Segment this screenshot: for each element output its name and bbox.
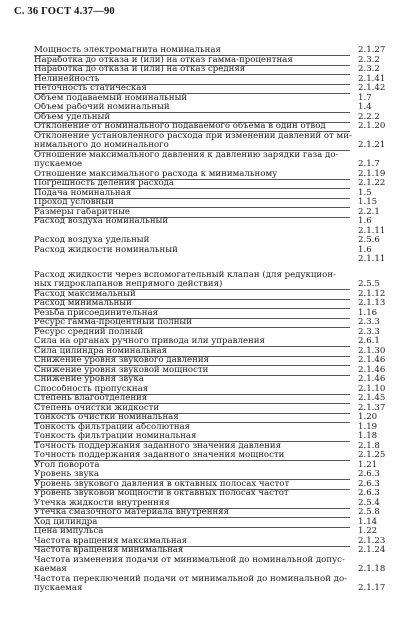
term-text: Резьба присоединительная xyxy=(34,308,159,318)
clause-number: 2.1.37 xyxy=(358,402,386,413)
term-text: Объем подаваемый номинальный xyxy=(34,93,188,103)
clause-number: 2.3.3 xyxy=(358,326,380,337)
clause-number: 2.6.1 xyxy=(358,336,380,346)
term-text: Погрешность деления расхода xyxy=(34,179,175,188)
term-text-continuation: каемая xyxy=(34,565,67,574)
term-text: Способность пропускная xyxy=(34,384,149,394)
term-text: Угол поворота xyxy=(34,460,100,470)
term-text: Расход воздуха номинальный xyxy=(34,217,169,226)
term-text: Подача номинальная xyxy=(34,188,132,198)
term-text: Неточность статическая xyxy=(34,84,147,93)
clause-number: 2.1.45 xyxy=(358,393,386,403)
page-header: С. 36 ГОСТ 4.37—90 xyxy=(14,6,115,17)
clause-number: 2.1.24 xyxy=(358,545,386,555)
clause-number: 2.1.27 xyxy=(358,45,386,55)
term-text: Ход цилиндра xyxy=(34,517,98,527)
term-text: Объем рабочий номинальный xyxy=(34,103,170,112)
term-text: Расход минимальный xyxy=(34,299,132,308)
term-text: Цена импульса xyxy=(34,527,104,536)
clause-number: 2.1.25 xyxy=(358,450,386,460)
term-text: Наработка до отказа и (или) на отказ средняя xyxy=(34,65,246,74)
clause-number: 2.5.6 xyxy=(358,235,380,245)
clause-number: 2.1.30 xyxy=(358,345,386,356)
clause-number: 1.16 xyxy=(358,307,378,318)
clause-number: 1.4 xyxy=(358,102,372,112)
clause-number: 2.1.17 xyxy=(358,583,386,593)
term-text: Расход жидкости номинальный xyxy=(34,245,178,255)
term-text: Наработка до отказа и (или) на отказ гамма-процентная xyxy=(34,55,293,65)
term-text: Снижение уровня звука xyxy=(34,375,144,384)
term-text: Тонкость фильтрации номинальная xyxy=(34,432,197,441)
clause-number: 2.1.21 xyxy=(358,140,386,150)
clause-number: 2.1.46 xyxy=(358,364,386,375)
clause-number: 2.2.2 xyxy=(358,111,380,122)
term-text: Степень влагоотделения xyxy=(34,394,148,403)
term-text: Сила цилиндра номинальная xyxy=(34,346,168,356)
clause-number: 1.6 xyxy=(358,216,372,226)
clause-number: 2.3.2 xyxy=(358,54,380,65)
term-text: Расход максимальный xyxy=(34,289,136,299)
clause-number: 2.1.13 xyxy=(358,298,386,308)
clause-number: 2.3.3 xyxy=(358,317,380,327)
clause-number: 1.21 xyxy=(358,459,378,470)
clause-number: 1.6 xyxy=(358,244,372,255)
clause-number-secondary: 2.1.11 xyxy=(358,254,386,264)
clause-number: 2.1.46 xyxy=(358,355,386,365)
term-text: Степень очистки жидкости xyxy=(34,403,160,413)
clause-number: 2.1.22 xyxy=(358,178,386,188)
clause-number: 2.3.2 xyxy=(358,64,380,74)
clause-number: 2.1.41 xyxy=(358,73,386,84)
term-text: Снижение уровня звуковой мощности xyxy=(34,365,209,375)
clause-number: 2.1.20 xyxy=(358,121,386,131)
clause-number: 1.19 xyxy=(358,421,378,432)
clause-number-secondary: 2.1.11 xyxy=(358,225,386,236)
term-text: Объем удельный xyxy=(34,112,111,122)
clause-number: 2.1.12 xyxy=(358,288,386,299)
term-text: Проход условный xyxy=(34,198,114,207)
clause-number: 1.20 xyxy=(358,412,378,422)
term-text: Ресурс гамма-процентный полный xyxy=(34,318,192,327)
term-text: Снижение уровня звукового давления xyxy=(34,356,209,365)
term-text: Отношение максимального давления к давлению зарядки газа до- xyxy=(34,150,339,160)
term-text: Частота вращения минимальная xyxy=(34,546,184,555)
term-text: Размеры габаритные xyxy=(34,207,130,217)
term-text: Тонкость фильтрации абсолютная xyxy=(34,422,191,432)
term-text-continuation: пускаемое xyxy=(34,160,83,169)
term-text: Отклонение от номинального подаваемого объема в один отвод xyxy=(34,122,326,131)
term-text: Нелинейность xyxy=(34,74,100,84)
clause-number: 1.18 xyxy=(358,431,378,441)
clause-number: 2.5.8 xyxy=(358,507,380,517)
term-text: Расход жидкости через вспомогательный клапан (для редукцион- xyxy=(34,270,336,280)
term-text: Расход воздуха удельный xyxy=(34,236,150,245)
term-text: Ресурс средний полный xyxy=(34,327,144,337)
clause-number: 1.7 xyxy=(358,92,372,103)
clause-number: 2.1.46 xyxy=(358,374,386,384)
term-text: Утечка смазочного материала внутренняя xyxy=(34,508,230,517)
clause-number: 2.6.3 xyxy=(358,488,380,498)
clause-number: 2.5.5 xyxy=(358,279,380,289)
term-text-continuation: ных гидроклапанов непрямого действия) xyxy=(34,280,223,289)
clause-number: 2.1.42 xyxy=(358,83,386,93)
term-text: Мощность электромагнита номинальная xyxy=(34,46,221,55)
clause-number: 1.22 xyxy=(358,526,378,536)
clause-number: 2.1.10 xyxy=(358,383,386,394)
term-text: Сила на органах ручного привода или управления xyxy=(34,337,265,346)
term-text: Частота вращения максимальная xyxy=(34,536,188,546)
clause-number: 1.15 xyxy=(358,197,378,207)
clause-number: 2.5.4 xyxy=(358,497,380,508)
term-text: Частота переключений подачи от минимальной до номинальной до- xyxy=(34,574,348,584)
term-text: Утечка жидкости внутренняя xyxy=(34,498,170,508)
clause-number: 2.2.1 xyxy=(358,206,380,217)
term-text: Уровень звука xyxy=(34,470,100,479)
term-text: Отношение максимального расхода к минимальному xyxy=(34,169,278,179)
term-text: Точность поддержания заданного значения давления xyxy=(34,441,282,451)
clause-number: 2.1.18 xyxy=(358,564,386,574)
term-text: Уровень звуковой мощности в октавных полосах частот xyxy=(34,489,289,498)
clause-number: 2.1.19 xyxy=(358,168,386,179)
term-text: Тонкость очистки номинальная xyxy=(34,413,179,422)
clause-number: 1.14 xyxy=(358,516,378,527)
term-text: Уровень звукового давления в октавных полосах частот xyxy=(34,479,290,489)
term-text: Отклонение установленного расхода при изменении давлений от ми- xyxy=(34,131,352,141)
term-text: Точность поддержания заданного значения мощности xyxy=(34,451,285,460)
clause-number: 2.1.8 xyxy=(358,440,380,451)
term-text-continuation: пускаемая xyxy=(34,584,83,593)
term-text-continuation: нимального до номинального xyxy=(34,141,169,150)
term-text: Частота изменения подачи от минимальной до номинальной допус- xyxy=(34,555,345,565)
clause-number: 2.6.3 xyxy=(358,469,380,479)
clause-number: 2.1.23 xyxy=(358,535,386,546)
clause-number: 1.5 xyxy=(358,187,372,198)
clause-number: 2.6.3 xyxy=(358,478,380,489)
clause-number: 2.1.7 xyxy=(358,159,380,169)
